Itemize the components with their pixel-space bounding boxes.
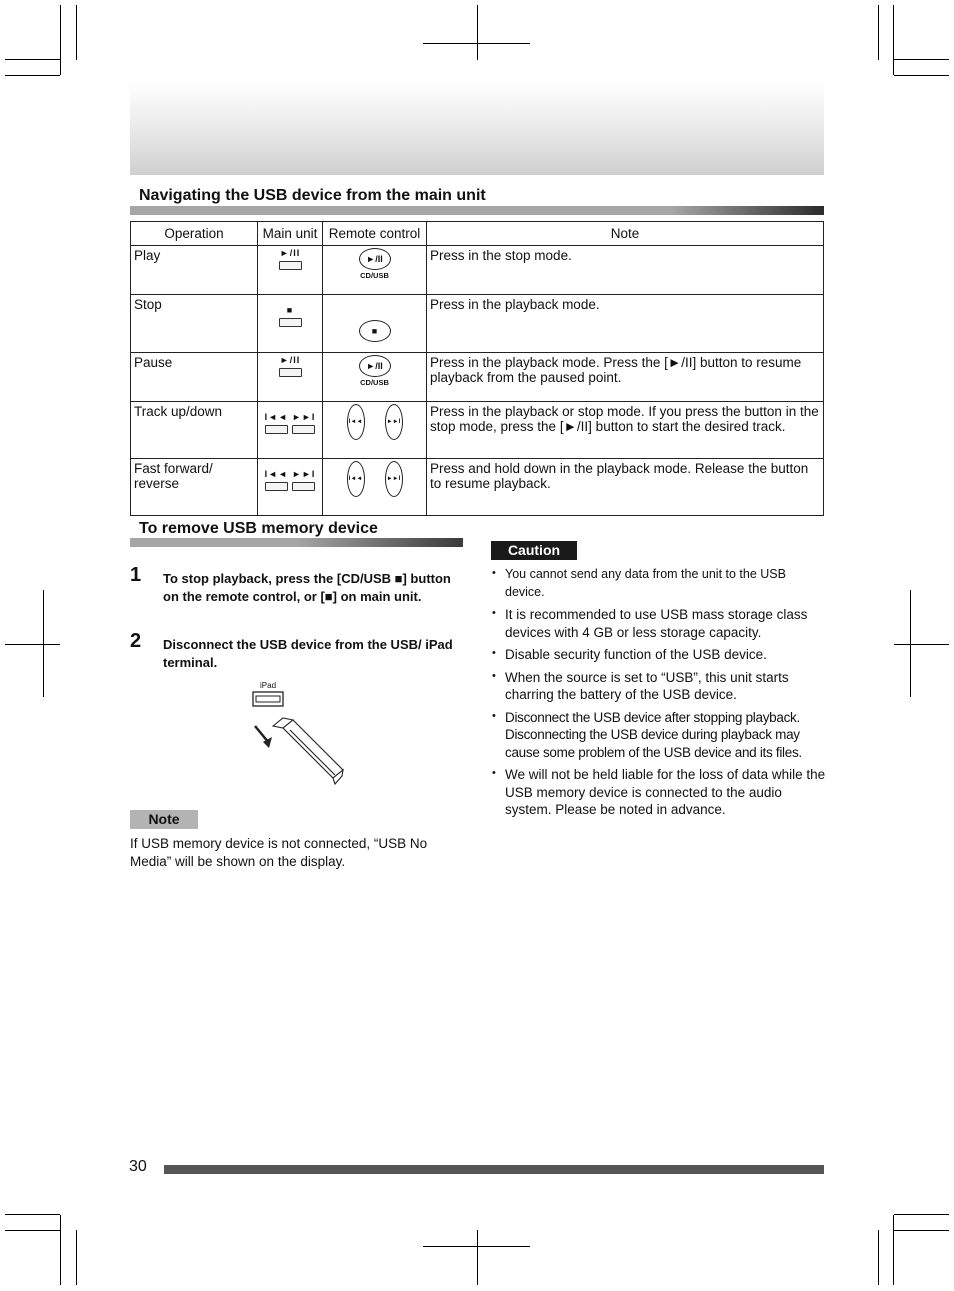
button-outline [292, 425, 315, 434]
page-number: 30 [129, 1158, 147, 1175]
crop-mark [60, 5, 61, 75]
play-pause-icon: ►/II [359, 355, 391, 377]
play-pause-icon: ►/II [279, 248, 301, 258]
operation-cell: Play [131, 246, 258, 295]
crop-mark [5, 1214, 60, 1215]
table-row [131, 459, 824, 516]
column-header: Main unit [258, 222, 323, 246]
button-outline [279, 318, 302, 327]
note-cell: Press in the playback or stop mode. If you press the button in the stop mode, press the [►/II] button to start the desired track. [427, 402, 824, 459]
footer-bar [164, 1165, 824, 1174]
caution-item: • You cannot send any data from the unit to the USB device. [491, 566, 827, 601]
operation-cell: Track up/down [131, 402, 258, 459]
crop-mark [76, 5, 77, 60]
main-unit-skip-buttons [258, 402, 323, 459]
crop-mark [893, 5, 894, 75]
section-title-usb-nav: Navigating the USB device from the main unit [139, 187, 486, 204]
note-cell: Press in the playback mode. Press the [►/II] button to resume playback from the paused point. [427, 353, 824, 402]
operation-cell: Pause [131, 353, 258, 402]
remote-skip-buttons [323, 402, 427, 459]
button-outline [292, 482, 315, 491]
crop-mark [60, 1215, 61, 1285]
caution-item: • Disable security function of the USB device. [491, 646, 827, 664]
crop-mark [894, 1230, 949, 1231]
caution-item: • When the source is set to “USB”, this unit starts charring the battery of the USB device. [491, 669, 827, 704]
crop-mark [423, 43, 530, 44]
crop-mark [893, 1215, 894, 1285]
skip-back-icon: I◄◄ [264, 412, 288, 422]
section-title-remove-usb: To remove USB memory device [139, 520, 378, 537]
usb-stick-icon [245, 680, 355, 790]
crop-mark [477, 5, 478, 60]
step-number: 2 [130, 630, 142, 652]
crop-mark [5, 75, 60, 76]
stop-icon: ■ [286, 305, 294, 315]
operation-cell: Stop [131, 295, 258, 353]
crop-mark [894, 75, 949, 76]
operation-cell: Fast forward/ reverse [131, 459, 258, 516]
crop-mark [894, 1214, 949, 1215]
column-header: Operation [131, 222, 258, 246]
table-row [131, 402, 824, 459]
caution-list [491, 566, 827, 824]
step-text: Disconnect the USB device from the USB/ iPad terminal. [163, 637, 453, 670]
remote-play-pause-button [323, 353, 427, 402]
button-outline [265, 425, 288, 434]
main-unit-play-pause-button [258, 353, 323, 402]
caution-item: • Disconnect the USB device after stopping playback. Disconnecting the USB device during playback may cause some problem of the USB device and its files. [491, 709, 827, 762]
crop-mark [5, 59, 60, 60]
usb-removal-illustration [245, 680, 355, 790]
remote-play-pause-button [323, 246, 427, 295]
note-text: If USB memory device is not connected, “USB No Media” will be shown on the display. [130, 836, 428, 869]
crop-mark [5, 1230, 60, 1231]
main-unit-play-pause-button [258, 246, 323, 295]
section-divider [130, 538, 463, 547]
crop-mark [5, 644, 60, 645]
crop-mark [878, 1230, 879, 1285]
remote-button-label: CD/USB [360, 378, 389, 387]
remote-stop-button [323, 295, 427, 353]
button-outline [265, 482, 288, 491]
skip-forward-icon: ►►I [292, 412, 316, 422]
main-unit-stop-button [258, 295, 323, 353]
skip-back-icon: I◄◄ [264, 469, 288, 479]
caution-item: • It is recommended to use USB mass storage class devices with 4 GB or less storage capacity. [491, 606, 827, 641]
illustration-label: iPad [260, 681, 277, 690]
note-cell: Press in the playback mode. [427, 295, 824, 353]
main-unit-skip-buttons [258, 459, 323, 516]
skip-forward-icon: ►►I [292, 469, 316, 479]
crop-mark [423, 1246, 530, 1247]
play-pause-icon: ►/II [359, 248, 391, 270]
stop-icon: ■ [359, 320, 391, 342]
remote-button-label: CD/USB [360, 271, 389, 280]
column-header: Remote control [323, 222, 427, 246]
remote-skip-buttons [323, 459, 427, 516]
section-divider [130, 206, 824, 215]
button-outline [279, 368, 302, 377]
step-text: To stop playback, press the [CD/USB ■] button on the remote control, or [■] on main unit. [163, 571, 451, 604]
play-pause-icon: ►/II [279, 355, 301, 365]
skip-back-icon: I◄◄ [347, 404, 365, 440]
caution-item: • We will not be held liable for the loss of data while the USB memory device is connected to the audio system. Please be noted in advance. [491, 766, 827, 819]
usb-operations-table [130, 221, 824, 516]
skip-back-icon: I◄◄ [347, 461, 365, 497]
crop-mark [477, 1230, 478, 1285]
crop-mark [894, 59, 949, 60]
column-header: Note [427, 222, 824, 246]
crop-mark [878, 5, 879, 60]
note-cell: Press and hold down in the playback mode. Release the button to resume playback. [427, 459, 824, 516]
skip-forward-icon: ►►I [385, 461, 403, 497]
table-header-row [131, 222, 824, 246]
skip-forward-icon: ►►I [385, 404, 403, 440]
note-label: Note [130, 810, 198, 829]
header-band [130, 82, 824, 175]
crop-mark [76, 1230, 77, 1285]
caution-label: Caution [491, 541, 577, 560]
step-number: 1 [130, 564, 142, 586]
crop-mark [894, 644, 949, 645]
table-row [131, 353, 824, 402]
table-row [131, 295, 824, 353]
note-cell: Press in the stop mode. [427, 246, 824, 295]
table-row [131, 246, 824, 295]
button-outline [279, 261, 302, 270]
